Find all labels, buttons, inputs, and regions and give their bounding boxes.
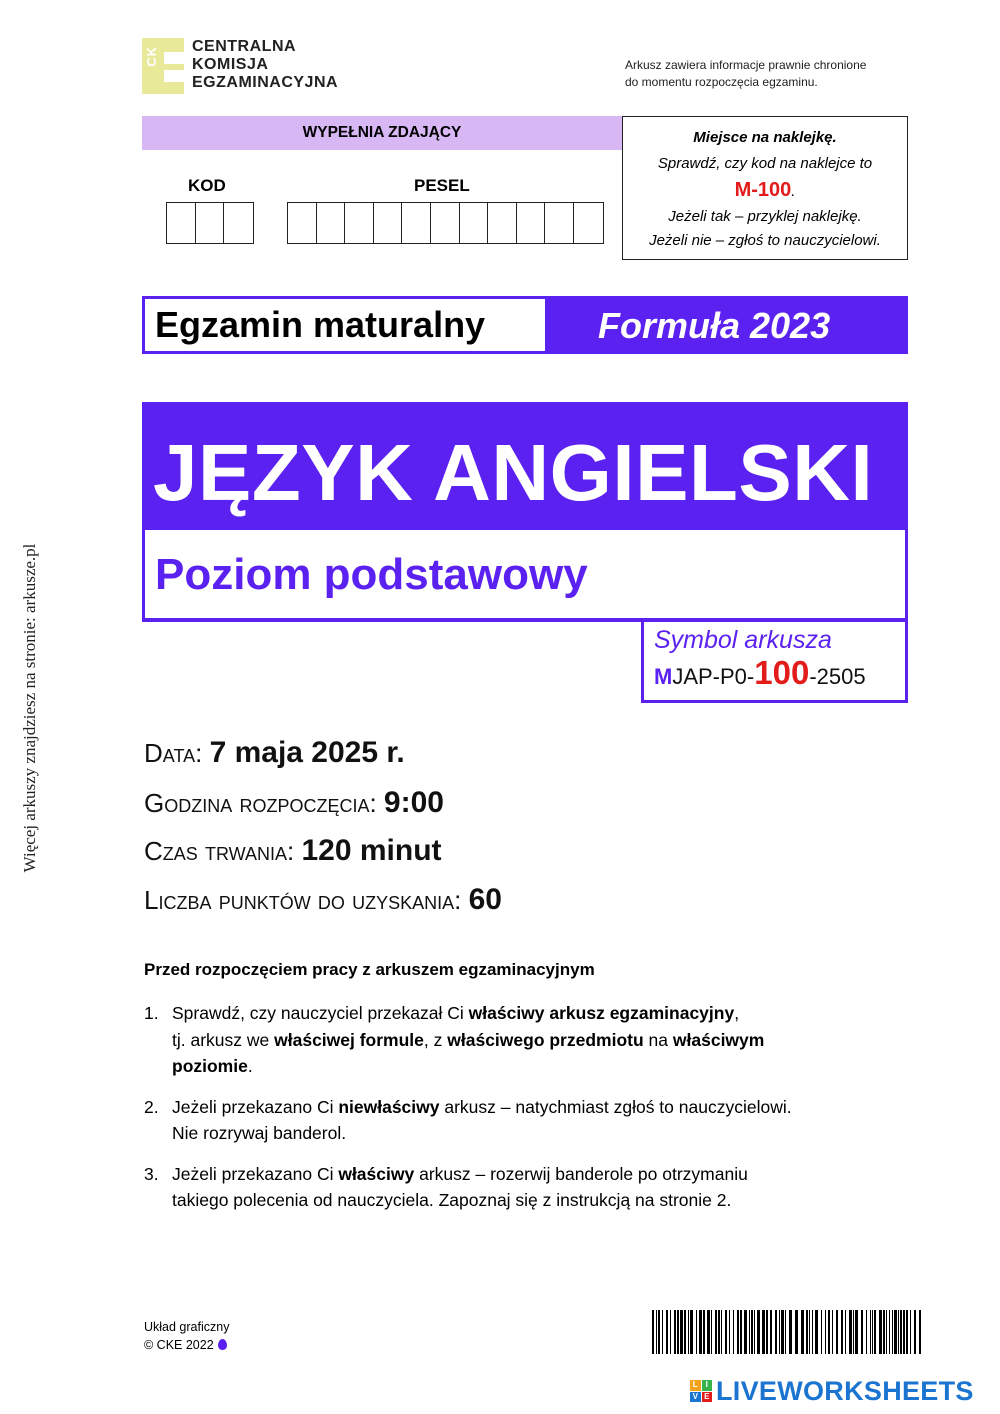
digit-cell[interactable] [196, 203, 225, 243]
digit-cell[interactable] [517, 203, 546, 243]
drop-icon [218, 1339, 227, 1350]
info-start-time: Godzina rozpoczęcia: 9:00 [144, 786, 444, 819]
barcode [652, 1310, 924, 1354]
digit-cell[interactable] [374, 203, 403, 243]
exam-name: Egzamin maturalny [145, 299, 545, 351]
info-duration: Czas trwania: 120 minut [144, 834, 442, 867]
legal-notice: Arkusz zawiera informacje prawnie chronione do momentu rozpoczęcia egzaminu. [625, 58, 867, 89]
instruction-item: 1. Sprawdź, czy nauczyciel przekazał Ci właściwy arkusz egzaminacyjny, tj. arkusz we właściwej formule, z właściwego przedmiotu na właściwym poziomie. [144, 1003, 765, 1076]
candidate-fill-header: WYPEŁNIA ZDAJĄCY [142, 116, 622, 150]
pesel-label: PESEL [414, 176, 470, 195]
kod-label: KOD [188, 176, 226, 195]
digit-cell[interactable] [574, 203, 603, 243]
symbol-code: MJAP-P0-100-2505 [654, 654, 866, 691]
liveworksheets-watermark [690, 1376, 974, 1406]
sticker-yes-line: Jeżeli tak – przyklej naklejkę. [668, 208, 862, 225]
cke-logo-icon: CK [142, 38, 184, 94]
liveworksheets-text: LIVEWORKSHEETS [716, 1376, 974, 1406]
liveworksheets-logo-icon: L I V E [690, 1380, 712, 1402]
digit-cell[interactable] [167, 203, 196, 243]
level-text: Poziom podstawowy [155, 550, 588, 599]
digit-cell[interactable] [345, 203, 374, 243]
sticker-code: M-100 [734, 179, 792, 201]
digit-cell[interactable] [431, 203, 460, 243]
sticker-title: Miejsce na naklejkę. [693, 129, 837, 146]
pesel-input-boxes[interactable] [287, 202, 604, 244]
instruction-item: 2. Jeżeli przekazano Ci niewłaściwy arkusz – natychmiast zgłoś to nauczycielowi. Nie rozrywaj banderol. [144, 1096, 792, 1143]
kod-input-boxes[interactable] [166, 202, 254, 244]
instructions-list [144, 1000, 904, 1228]
digit-cell[interactable] [460, 203, 489, 243]
digit-cell[interactable] [317, 203, 346, 243]
symbol-label: Symbol arkusza [654, 626, 832, 654]
footer-credit: Układ graficzny © CKE 2022 [144, 1320, 230, 1352]
digit-cell[interactable] [488, 203, 517, 243]
digit-cell[interactable] [402, 203, 431, 243]
cke-logo [142, 38, 338, 94]
sticker-no-line: Jeżeli nie – zgłoś to nauczycielowi. [649, 232, 881, 249]
sticker-box: Miejsce na naklejkę. Sprawdź, czy kod na naklejce to M-100. Jeżeli tak – przyklej naklejkę. Jeżeli nie – zgłoś to nauczycielowi. [622, 116, 908, 260]
exam-formula: Formuła 2023 [598, 305, 831, 346]
digit-cell[interactable] [224, 203, 253, 243]
info-date: Data: 7 maja 2025 r. [144, 736, 405, 769]
digit-cell[interactable] [545, 203, 574, 243]
info-points: Liczba punktów do uzyskania: 60 [144, 883, 502, 916]
digit-cell[interactable] [288, 203, 317, 243]
instructions-title: Przed rozpoczęciem pracy z arkuszem egzaminacyjnym [144, 960, 595, 979]
sheet-symbol-box [641, 619, 908, 703]
subject-title: JĘZYK ANGIELSKI [153, 428, 874, 517]
instruction-item: 3. Jeżeli przekazano Ci właściwy arkusz – rozerwij banderole po otrzymaniu takiego polecenia od nauczyciela. Zapoznaj się z instrukcją na stronie 2. [144, 1163, 748, 1210]
sticker-instruction: Sprawdź, czy kod na naklejce to [657, 155, 873, 172]
cke-logo-text: CENTRALNA KOMISJA EGZAMINACYJNA [192, 38, 339, 91]
